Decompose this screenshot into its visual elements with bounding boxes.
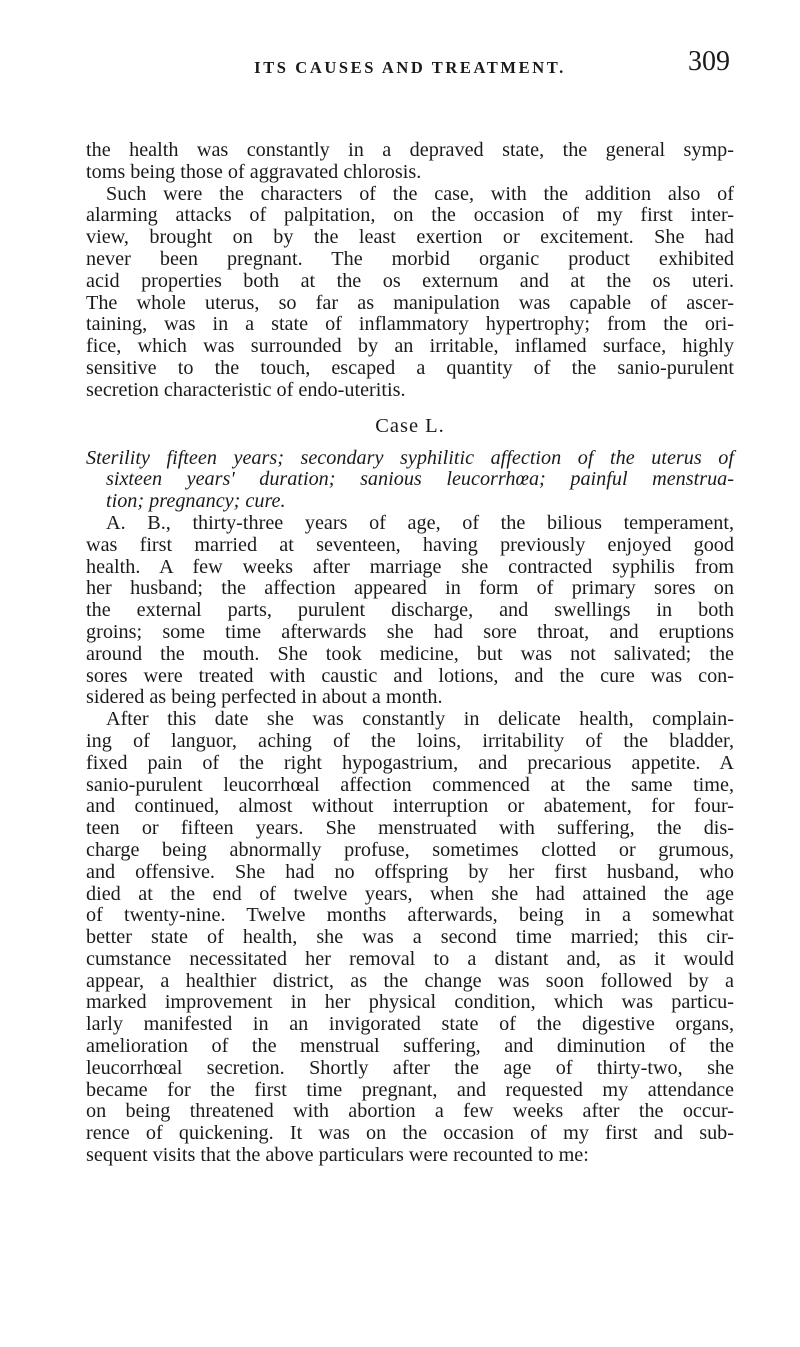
text-line: secretion characteristic of endo-uteritis. [86, 378, 406, 401]
paragraph-patient-history [86, 513, 734, 709]
text-line: toms being those of aggravated chlorosis. [86, 160, 422, 183]
case-heading: Case L. [375, 414, 445, 437]
paragraph-case-description [86, 184, 734, 402]
text-line: and offensive. She had no offspring by her first husband, who [86, 860, 734, 883]
text-line: the health was constantly in a depraved state, the general symp- [86, 139, 734, 161]
text-line: larly manifested in an invigorated state of the digestive organs, [86, 1013, 734, 1036]
text-line: sores were treated with caustic and lotions, and the cure was con- [86, 664, 734, 687]
text-line: A. B., thirty-three years of age, of the bilious temperament, [106, 511, 734, 534]
text-line: the external parts, purulent discharge, and swellings in both [86, 599, 734, 622]
text-line: and continued, almost without interruption or abatement, for four- [86, 795, 734, 818]
text-line: alarming attacks of palpitation, on the occasion of my first inter- [86, 204, 734, 227]
text-line: marked improvement in her physical condition, which was particu- [86, 991, 734, 1014]
text-line: health. A few weeks after marriage she contracted syphilis from [86, 555, 734, 578]
text-line: sequent visits that the above particulars were recounted to me: [86, 1144, 589, 1167]
text-line: charge being abnormally profuse, sometimes clotted or grumous, [86, 838, 734, 861]
text-line: The whole uterus, so far as manipulation was capable of ascer- [86, 291, 734, 314]
text-line: became for the first time pregnant, and requested my attendance [86, 1078, 734, 1101]
text-line: of twenty-nine. Twelve months afterwards, being in a somewhat [86, 904, 734, 927]
text-line: sanio-purulent leucorrhœal affection commenced at the same time, [86, 773, 734, 796]
text-line: After this date she was constantly in delicate health, complain- [106, 708, 734, 731]
text-line: was first married at seventeen, having previously enjoyed good [86, 533, 734, 556]
text-line: fixed pain of the right hypogastrium, and precarious appetite. A [86, 751, 734, 774]
running-head-title: ITS CAUSES AND TREATMENT. [254, 58, 566, 77]
text-line: amelioration of the menstrual suffering, and diminution of the [86, 1035, 734, 1058]
text-line: teen or fifteen years. She menstruated with suffering, the dis- [86, 817, 734, 840]
text-line: died at the end of twelve years, when she had attained the age [86, 882, 734, 905]
text-line: Sterility fifteen years; secondary syphilitic affection of the uterus of [86, 446, 734, 469]
text-line: never been pregnant. The morbid organic product exhibited [86, 247, 734, 270]
text-line: sidered as being perfected in about a month. [86, 686, 443, 709]
text-line: appear, a healthier district, as the change was soon followed by a [86, 969, 734, 992]
text-line: acid properties both at the os externum and at the os uteri. [86, 269, 734, 292]
text-line: cumstance necessitated her removal to a distant and, as it would [86, 947, 734, 970]
text-line: ing of languor, aching of the loins, irritability of the bladder, [86, 729, 734, 752]
text-line: Such were the characters of the case, with the addition also of [106, 182, 734, 205]
text-line: her husband; the affection appeared in form of primary sores on [86, 577, 734, 600]
text-line: around the mouth. She took medicine, but was not salivated; the [86, 642, 734, 665]
text-line: sixteen years' duration; sanious leucorrhœa; painful menstrua- [106, 468, 734, 491]
text-line: on being threatened with abortion a few weeks after the occur- [86, 1100, 734, 1123]
text-line: better state of health, she was a second time married; this cir- [86, 926, 734, 949]
text-line: tion; pregnancy; cure. [106, 490, 286, 513]
text-line: sensitive to the touch, escaped a quantity of the sanio-purulent [86, 356, 734, 379]
text-line: view, brought on by the least exertion or excitement. She had [86, 226, 734, 249]
case-title [86, 448, 734, 513]
paragraph-continuation [86, 140, 734, 184]
text-line: groins; some time afterwards she had sore throat, and eruptions [86, 620, 734, 643]
text-line: rence of quickening. It was on the occasion of my first and sub- [86, 1122, 734, 1145]
page-number: 309 [688, 46, 730, 77]
paragraph-subsequent-course [86, 709, 734, 1167]
running-head [90, 42, 730, 82]
text-line: fice, which was surrounded by an irritable, inflamed surface, highly [86, 335, 734, 358]
text-line: leucorrhœal secretion. Shortly after the age of thirty-two, she [86, 1056, 734, 1079]
text-line: taining, was in a state of inflammatory hypertrophy; from the ori- [86, 313, 734, 336]
body-text [86, 140, 734, 1167]
